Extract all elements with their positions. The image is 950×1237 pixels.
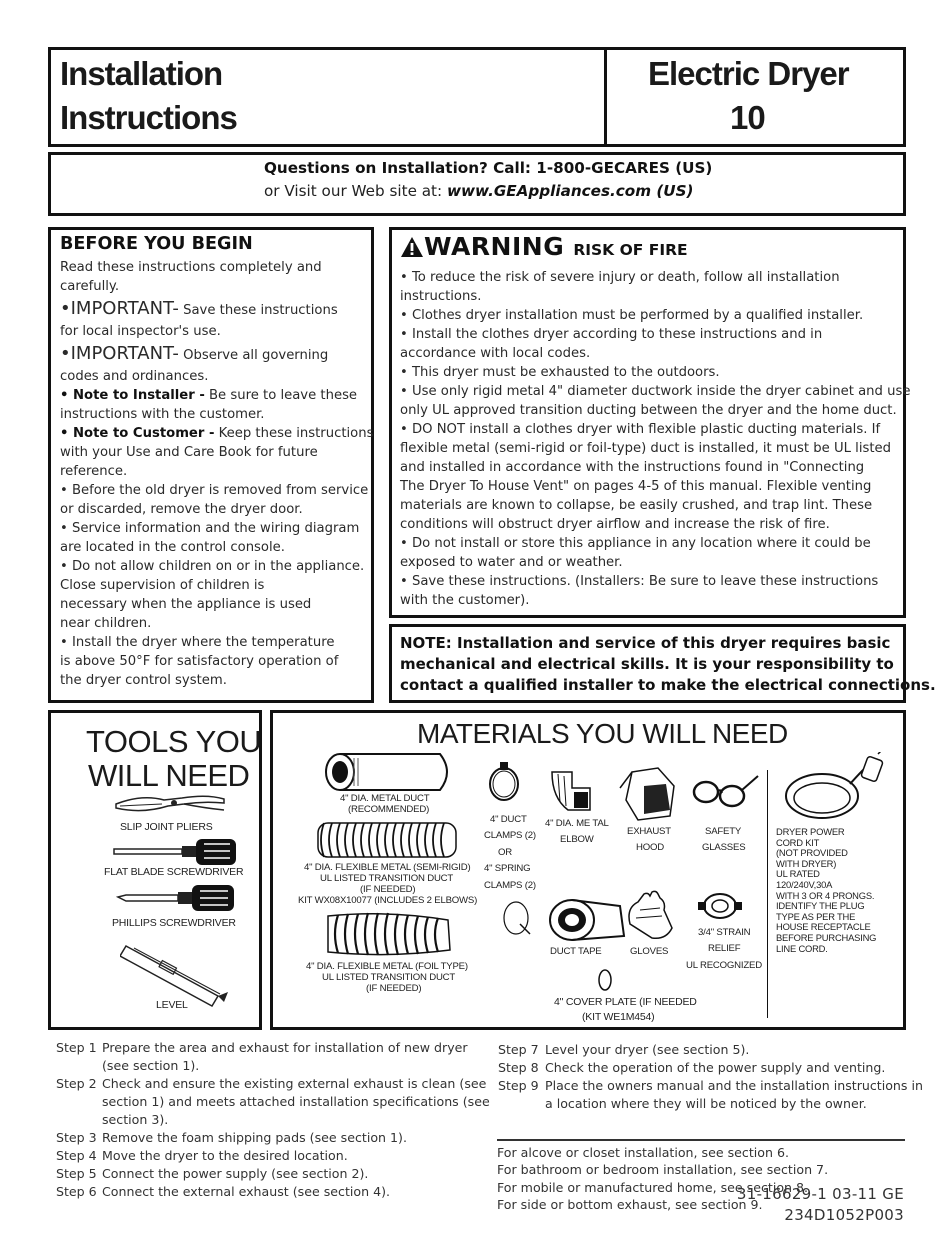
strain-label-2: RELIEF [708,943,741,954]
step-text: Connect the external exhaust (see section 4). [102,1184,390,1199]
before-rest-line-10: near children. [60,616,152,631]
warning-line-12: The Dryer To House Vent" on pages 4-5 of this manual. Flexible venting [400,479,872,494]
elbow-label-2: ELBOW [560,834,594,845]
step-number: Step 6 [56,1184,97,1199]
materials-heading: MATERIALS YOU WILL NEED [417,718,788,749]
before-intro-2: carefully. [60,279,120,294]
step-text: section 1) and meets attached installation specifications (see [102,1094,490,1109]
contact-phone: Questions on Installation? Call: 1-800-GECARES (US) [264,159,713,177]
note-installer [60,386,357,405]
cover-label-2: (KIT WE1M454) [582,1011,655,1023]
cord-label-1: DRYER POWER [776,826,845,837]
doc-code-2: 234D1052P003 [784,1206,904,1224]
before-rest-line-3: • Before the old dryer is removed from service [60,483,369,498]
contact-web-prefix: or Visit our Web site at: [264,182,447,200]
flex-semi-label-4: KIT WX08X10077 (INCLUDES 2 ELBOWS) [298,895,478,906]
warning-line-2: instructions. [400,289,482,304]
note-customer-label: • Note to Customer - [60,426,215,441]
important-2-cont: codes and ordinances. [60,369,209,384]
contact-web [264,182,693,200]
important-2-label: •IMPORTANT- [60,343,179,364]
warning-line-4: • Install the clothes dryer according to these instructions and in [400,327,823,342]
tools-heading-1: TOOLS YOU [86,724,262,759]
pliers-icon [112,790,228,818]
clamps-label-4: 4" SPRING [484,863,531,874]
important-2-text: Observe all governing [178,348,329,363]
section-line-2: For bathroom or bedroom installation, see section 7. [497,1162,829,1178]
cord-label-8: IDENTIFY THE PLUG [776,900,865,912]
cord-label-7: WITH 3 OR 4 PRONGS. [776,889,875,901]
hood-label-2: HOOD [636,842,664,853]
cord-label-5: UL RATED [776,868,820,880]
important-1 [60,298,338,319]
step-number: Step 2 [56,1076,97,1091]
glasses-label-2: GLASSES [702,842,746,853]
title-number: 10 [730,99,765,136]
duct-tape-icon [548,896,626,944]
step-number: Step 3 [56,1130,97,1145]
warning-line-3: • Clothes dryer installation must be performed by a qualified installer. [400,308,864,323]
clamps-label-2: CLAMPS (2) [484,830,536,841]
cord-label-2: CORD KIT [776,836,820,848]
flex-semi-rigid-duct-icon [312,820,462,860]
metal-duct-icon [320,752,460,792]
before-rest-line-8: Close supervision of children is [60,578,265,593]
spring-clamp-icon [496,898,536,938]
metal-duct-label-2: (RECOMMENDED) [348,804,430,815]
title-electric-dryer: Electric Dryer [648,55,849,92]
strain-relief-icon [696,888,744,924]
power-cord-icon [778,752,888,826]
tool-label-pliers: SLIP JOINT PLIERS [120,821,213,833]
before-rest-line-4: or discarded, remove the dryer door. [60,502,303,517]
step-number: Step 5 [56,1166,97,1181]
tool-label-level: LEVEL [156,999,188,1011]
tools-heading-2: WILL NEED [88,758,250,793]
before-heading: BEFORE YOU BEGIN [60,234,253,254]
exhaust-hood-icon [614,766,686,822]
cover-plate-icon [597,968,613,992]
cord-label-6: 120/240V,30A [776,879,833,890]
tool-label-flat-screwdriver: FLAT BLADE SCREWDRIVER [104,866,244,878]
flat-screwdriver-icon [112,836,240,870]
strain-label-3: UL RECOGNIZED [686,960,762,971]
warning-title: WARNING [424,232,565,261]
section-line-3: For mobile or manufactured home, see section 8. [497,1179,809,1195]
flex-foil-label-1: 4" DIA. FLEXIBLE METAL (FOIL TYPE) [306,961,468,972]
before-rest-line-12: is above 50°F for satisfactory operation of [60,654,339,669]
warning-line-16: exposed to water and or weather. [400,555,623,570]
metal-duct-label-1: 4" DIA. METAL DUCT [340,793,430,804]
step-number: Step 7 [498,1042,539,1057]
step-text: Check the operation of the power supply and venting. [545,1060,886,1075]
before-rest-line-11: • Install the dryer where the temperature [60,635,335,650]
important-2 [60,343,328,364]
step-text: (see section 1). [102,1058,200,1073]
before-rest-line-9: necessary when the appliance is used [60,597,312,612]
gloves-icon [622,888,678,944]
cord-label-3: (NOT PROVIDED [776,847,848,859]
warning-line-17: • Save these instructions. (Installers: Be sure to leave these instructions [400,574,879,589]
flex-semi-label-2: UL LISTED TRANSITION DUCT [320,873,454,884]
step-text: Place the owners manual and the installation instructions in [545,1078,923,1093]
contact-web-url[interactable]: www.GEAppliances.com (US) [446,182,694,200]
section-line-1: For alcove or closet installation, see section 6. [497,1145,789,1160]
step-number: Step 1 [56,1040,97,1055]
flex-foil-label-2: UL LISTED TRANSITION DUCT [322,972,456,983]
step-text: Remove the foam shipping pads (see section 1). [102,1130,407,1145]
before-rest-line-7: • Do not allow children on or in the appliance. [60,559,365,574]
important-1-label: •IMPORTANT- [60,298,179,319]
section-line-4: For side or bottom exhaust, see section 9. [497,1197,763,1213]
flex-foil-label-3: (IF NEEDED) [366,983,422,994]
phillips-screwdriver-icon [116,882,238,914]
before-rest-line-6: are located in the control console. [60,540,285,555]
warning-line-10: flexible metal (semi-rigid or foil-type) duct is installed, it must be UL listed [400,441,892,456]
warning-line-14: conditions will obstruct dryer airflow and increase the risk of fire. [400,517,830,532]
materials-divider [767,770,768,1018]
note-line-3: contact a qualified installer to make the electrical connections. [400,676,936,694]
warning-line-8: only UL approved transition ducting between the dryer and the home duct. [400,403,897,418]
elbow-icon [548,768,594,814]
note-installer-cont: instructions with the customer. [60,407,265,422]
cover-label-1: 4" COVER PLATE (IF NEEDED [554,996,697,1008]
cord-label-4: WITH DRYER) [776,857,837,869]
clamps-label-5: CLAMPS (2) [484,880,536,891]
step-number: Step 8 [498,1060,539,1075]
warning-line-9: • DO NOT install a clothes dryer with flexible plastic ducting materials. If [400,422,881,437]
before-rest-line-2: reference. [60,464,128,479]
flex-foil-duct-icon [318,910,458,958]
note-installer-label: • Note to Installer - [60,388,205,403]
doc-code-1: 31-16629-1 03-11 GE [736,1185,904,1203]
flex-semi-label-3: (IF NEEDED) [360,884,416,895]
safety-glasses-icon [690,772,760,816]
note-line-2: mechanical and electrical skills. It is your responsibility to [400,655,894,673]
clamps-label-1: 4" DUCT [490,814,527,825]
warning-line-1: • To reduce the risk of severe injury or death, follow all installation [400,270,840,285]
strain-label-1: 3/4" STRAIN [698,927,751,938]
important-1-text: Save these instructions [178,303,338,318]
warning-line-15: • Do not install or store this appliance in any location where it could be [400,536,871,551]
note-installer-text: Be sure to leave these [204,388,358,403]
before-rest-line-1: with your Use and Care Book for future [60,445,318,460]
elbow-label-1: 4" DIA. ME TAL [545,818,609,829]
step-text: Move the dryer to the desired location. [102,1148,348,1163]
clamps-label-3: OR [498,847,512,858]
warning-line-18: with the customer). [400,593,530,608]
step-text: Check and ensure the existing external exhaust is clean (see [102,1076,487,1091]
step-text: a location where they will be noticed by the owner. [545,1096,867,1111]
warning-line-5: accordance with local codes. [400,346,591,361]
sections-divider [497,1139,905,1141]
note-customer-text: Keep these instructions [214,426,374,441]
warning-line-11: and installed in accordance with the instructions found in "Connecting [400,460,865,475]
tool-label-phillips-screwdriver: PHILLIPS SCREWDRIVER [112,917,236,929]
tape-label: DUCT TAPE [550,946,602,957]
note-line-1: NOTE: Installation and service of this dryer requires basic [400,634,891,652]
before-rest-line-13: the dryer control system. [60,673,227,688]
duct-clamp-icon [484,760,524,804]
step-number: Step 9 [498,1078,539,1093]
gloves-label: GLOVES [630,946,669,957]
cord-label-12: LINE CORD. [776,942,828,954]
step-text: section 3). [102,1112,169,1127]
important-1-cont: for local inspector's use. [60,324,221,339]
cord-label-11: BEFORE PURCHASING [776,932,877,943]
hood-label-1: EXHAUST [627,826,671,837]
glasses-label-1: SAFETY [705,826,742,837]
step-text: Level your dryer (see section 5). [545,1042,750,1057]
warning-line-7: • Use only rigid metal 4" diameter ductwork inside the dryer cabinet and use [400,384,911,399]
cord-label-10: HOUSE RECEPTACLE [776,921,871,933]
cord-label-9: TYPE AS PER THE [776,910,856,922]
warning-triangle-icon [400,236,424,258]
warning-title-row [400,232,688,261]
step-number: Step 4 [56,1148,97,1163]
before-intro-1: Read these instructions completely and [60,260,322,275]
warning-subtitle: RISK OF FIRE [573,241,688,259]
before-rest-line-5: • Service information and the wiring diagram [60,521,360,536]
warning-line-6: • This dryer must be exhausted to the outdoors. [400,365,720,380]
title-instructions: Instructions [60,99,237,136]
title-installation: Installation [60,55,223,92]
step-text: Connect the power supply (see section 2). [102,1166,369,1181]
warning-line-13: materials are known to collapse, be easily crushed, and trap lint. These [400,498,873,513]
step-text: Prepare the area and exhaust for installation of new dryer [102,1040,468,1055]
flex-semi-label-1: 4" DIA. FLEXIBLE METAL (SEMI-RIGID) [304,862,471,873]
note-customer [60,424,373,443]
